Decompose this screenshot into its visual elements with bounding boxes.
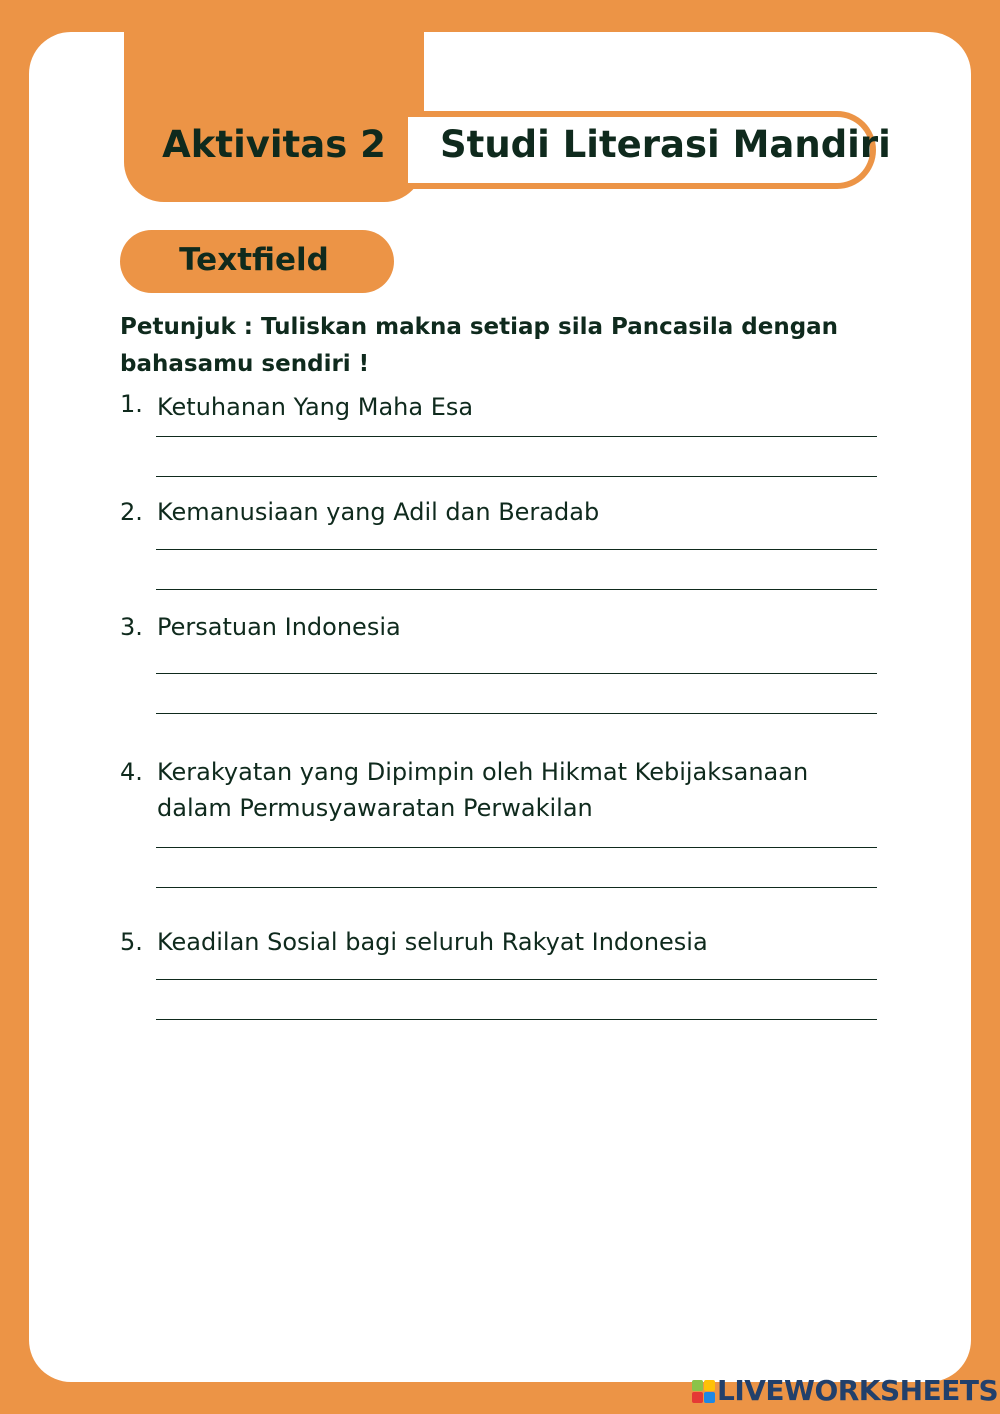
item-number: 3. [120,613,143,641]
answer-field-1a[interactable] [156,436,877,437]
answer-field-3b[interactable] [156,713,877,714]
section-label: Textfield [179,242,329,278]
activity-label: Aktivitas 2 [162,123,386,166]
instruction-text: Petunjuk : Tuliskan makna setiap sila Pancasila dengan bahasamu sendiri ! [120,314,839,377]
item-number: 5. [120,928,143,956]
worksheet-title: Studi Literasi Mandiri [440,123,891,166]
answer-field-5b[interactable] [156,1019,877,1020]
answer-field-4a[interactable] [156,847,877,848]
item-text-kerakyatan: Kerakyatan yang Dipimpin oleh Hikmat Kebijaksanaan dalam Permusyawaratan Perwakilan [157,758,809,822]
item-number: 1. [120,390,143,418]
answer-field-1b[interactable] [156,476,877,477]
liveworksheets-logo-icon [692,1380,715,1403]
item-text-keadilan: Keadilan Sosial bagi seluruh Rakyat Indonesia [157,928,708,956]
item-text-ketuhanan: Ketuhanan Yang Maha Esa [157,393,474,421]
item-text-kemanusiaan: Kemanusiaan yang Adil dan Beradab [157,498,600,526]
item-number: 4. [120,758,143,786]
item-number: 2. [120,498,143,526]
liveworksheets-logo[interactable] [692,1374,998,1408]
answer-field-2b[interactable] [156,589,877,590]
answer-field-4b[interactable] [156,887,877,888]
logo-text: LIVEWORKSHEETS [717,1374,999,1407]
answer-field-2a[interactable] [156,549,877,550]
answer-field-5a[interactable] [156,979,877,980]
item-text-persatuan: Persatuan Indonesia [157,613,401,641]
activity-tab [124,28,424,202]
answer-field-3a[interactable] [156,673,877,674]
